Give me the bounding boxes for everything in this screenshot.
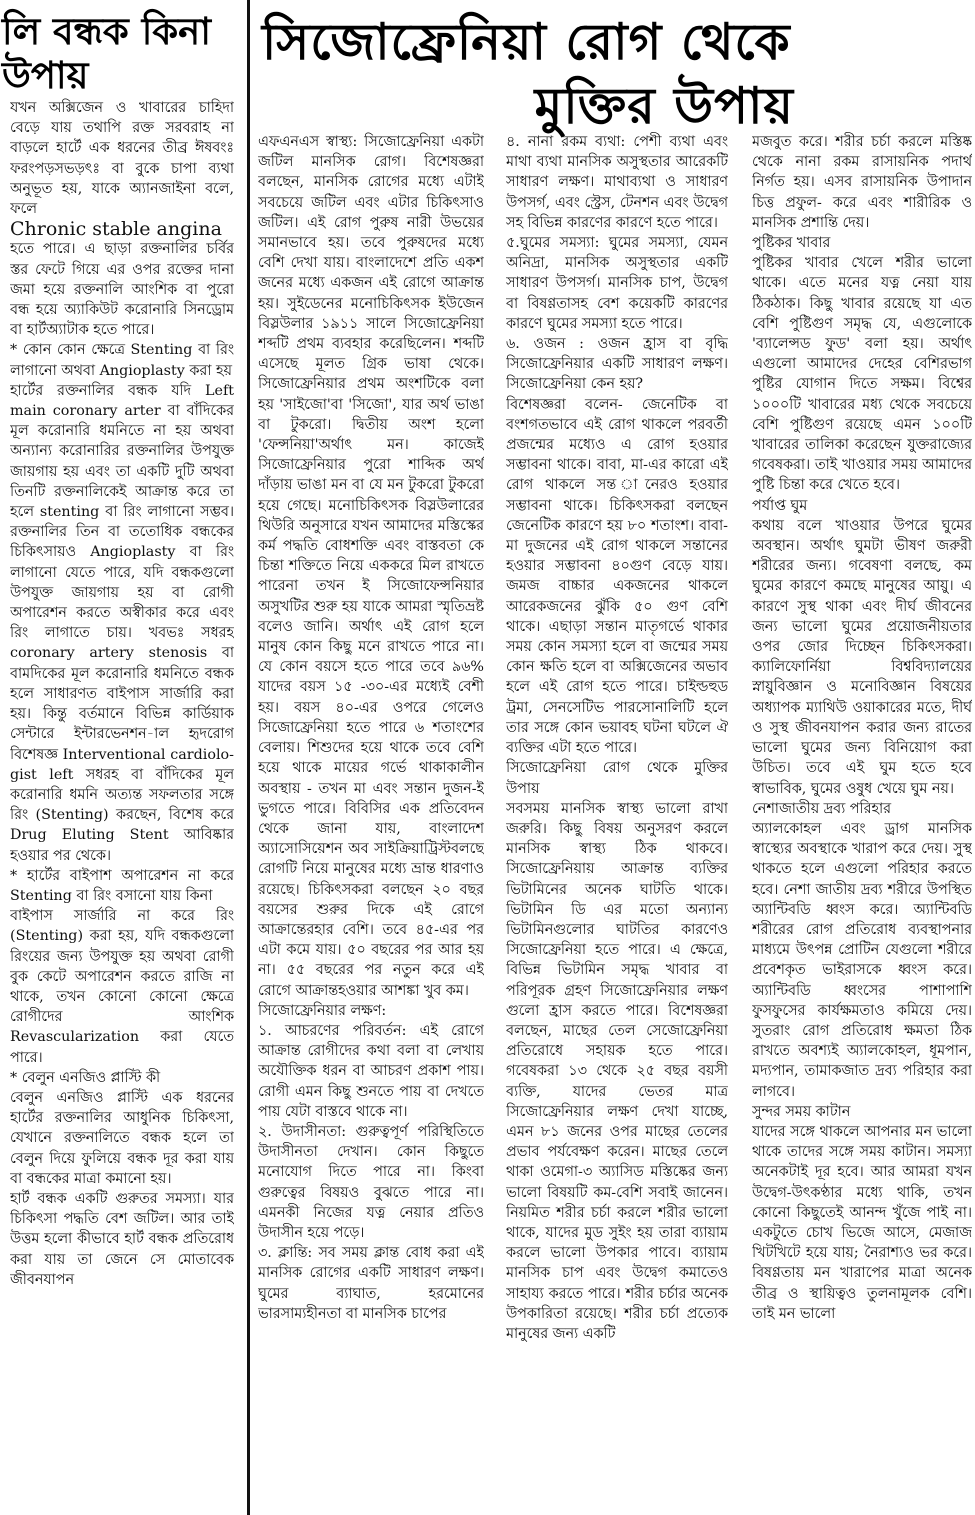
paragraph: বাইপাস সার্জারি না করে রিং (Stenting) করা হয়, যদি বন্ধকগুলো রিংয়ের জন্য উপযুক্ত হয় অথবা রোগী বুক কেটে অপারেশন করতে রাজি না থাকে, তখন কোনো কোনো ক্ষেত্রে রোগীদের আংশিক Revascularization করা যেতে পারে। [10,908,234,1066]
paragraph: ৩. ক্লান্তি: সব সময় ক্লান্ত বোধ করা এই মানসিক রোগের একটি সাধারণ লক্ষণ। ঘুমের ব্যাঘাত, হরমোনের ভারসাম্যহীনতা বা মানসিক চাপের [258,1245,484,1322]
paragraph: হতে পারে। এ ছাড়া রক্তনালির চর্বির স্তর ফেটে গিয়ে এর ওপর রক্তের দানা জমা হয়ে রক্তনালি আংশিক বা পুরো বন্ধ হয়ে অ্যাকিউট করোনারি সিনড্রোম বা হার্টঅ্যাটাক হতে পারে। [10,241,234,339]
paragraph: যাদের সঙ্গে থাকলে আপনার মন ভালো থাকে তাদের সঙ্গে সময় কাটান। সমস্যা অনেকটাই দূর হবে। আর আমরা যখন উদ্বেগ-উৎকণ্ঠার মধ্যে থাকি, তখন কোনো কিছুতেই আনন্দ খুঁজে পাই না। একটুতে চোখ ভিজে আসে, মেজাজ খিটখিটে হয়ে যায়; নৈরাশ্যও ভর করে। বিষণ্ণতায় মন খারাপের মাত্রা অনেক তীব্র ও স্থায়িত্বও তুলনামূলক বেশি। তাই মন ভালো [752,1123,972,1322]
article-column-1 [258,132,484,1515]
paragraph: ৫.ঘুমের সমস্যা: ঘুমের সমস্যা, যেমন অনিদ্রা, মানসিক অসুস্থতার একটি সাধারণ উপসর্গ। মানসিক চাপ, উদ্বেগ বা বিষণ্ণতাসহ বেশ কয়েকটি কারণের কারণে ঘুমের সমস্যা হতে পারে। [506,235,728,332]
article-column-left [10,98,234,1515]
paragraph: অ্যালকোহল এবং ড্রাগ মানসিক স্বাস্থ্যের অবস্থাকে খারাপ করে দেয়। সুস্থ থাকতে হলে এগুলো পরিহার করতে হবে। নেশা জাতীয় দ্রব্য শরীরে উপস্থিত অ্যান্টিবডি ধ্বংস করে। অ্যান্টিবডি শরীরের রোগ প্রতিরোধ ব্যবস্থাপনার মাধ্যমে উৎপন্ন প্রোটিন যেগুলো শরীরে প্রবেশকৃত ভাইরাসকে ধ্বংস করে। অ্যান্টিবডি ধ্বংসের পাশাপাশি ফুসফুসের কার্যক্ষমতাও কমিয়ে দেয়। সুতরাং রোগ প্রতিরোধ ক্ষমতা ঠিক রাখতে অবশ্যই অ্যালকোহল, ধূমপান, মদ্যপান, তামাকজাত দ্রব্য পরিহার করা লাগবে। [752,820,972,1100]
article-column-2 [506,132,728,1515]
subheading: সিজোফ্রেনিয়া রোগ থেকে মুক্তির উপায় [506,760,728,797]
paragraph: Chronic stable angina [10,218,222,241]
paragraph: যখন অক্সিজেন ও খাবারের চাহিদা বেড়ে যায় তথাপি রক্ত সরবরাহ না বাড়লে হার্টে এক ধরনের তীব্র ঈষবংঃ ফরংপড়সভড়ৎঃ বা বুকে চাপা ব্যথা অনুভূত হয়, যাকে অ্যানজাইনা বলে, ফলে [10,100,234,218]
paragraph: পুষ্টিকর খাবার খেলে শরীর ভালো থাকে। এতে মনের যত্ন নেয়া যায় ঠিকঠাক। কিছু খাবার রয়েছে যা এত বেশি পুষ্টিগুণ সমৃদ্ধ যে, এগুলোকে 'ব্যালেন্সড ফুড' বলা হয়। অর্থাৎ এগুলো আমাদের দেহের বেশিরভাগ পুষ্টির যোগান দিতে সক্ষম। বিশ্বের ১০০০টি খাবারের মধ্য থেকে সবচেয়ে বেশি পুষ্টিগুণ রয়েছে এমন ১০০টি খাবারের তালিকা করেছেন যুক্তরাজ্যের গবেষকরা। তাই খাওয়ার সময় আমাদের পুষ্টি চিন্তা করে খেতে হবে। [752,255,972,494]
article-column-3 [752,132,972,1515]
subheading: পুষ্টিকর খাবার [752,235,831,252]
paragraph: ৪. নানা রকম ব্যথা: পেশী ব্যথা এবং মাথা ব্যথা মানসিক অসুস্থতার আরেকটি সাধারণ লক্ষণ। মাথাব্যথা ও সাধারণ উপসর্গ, এবং স্ট্রেস, টেনশন এবং উদ্বেগ সহ বিভিন্ন কারণের কারণে হতে পারে। [506,134,728,231]
paragraph: সবসময় মানসিক স্বাস্থ্য ভালো রাখা জরুরি। কিছু বিষয় অনুসরণ করলে মানসিক স্বাস্থ্য ঠিক থাকবে। সিজোফ্রেনিয়ায় আক্রান্ত ব্যক্তির ভিটামিনের অনেক ঘাটতি থাকে। ভিটামিন ডি এর মতো অন্যান্য ভিটামিনগুলোর ঘাটতির কারণেও সিজোফ্রেনিয়া হতে পারে। এ ক্ষেত্রে, বিভিন্ন ভিটামিন সমৃদ্ধ খাবার বা পরিপূরক গ্রহণ সিজোফ্রেনিয়ার লক্ষণ গুলো হ্রাস করতে পারে। বিশেষজ্ঞরা বলছেন, মাছের তেল সেজোফ্রেনিয়া প্রতিরোধে সহায়ক হতে পারে। গবেষকরা ১৩ থেকে ২৫ বছর বয়সী ব্যক্তি, যাদের ভেতর মাত্র সিজোফ্রেনিয়ার লক্ষণ দেখা যাচ্ছে, এমন ৮১ জনের ওপর মাছের তেলের প্রভাব পর্যবেক্ষণ করেন। মাছের তেলে থাকা ওমেগা-৩ অ্যাসিড মস্তিষ্কের জন্য ভালো বিষয়টি কম-বেশি সবাই জানেন। নিয়মিত শরীর চর্চা করলে শরীর ভালো থাকে, যাদের মুড সুইং হয় তারা ব্যায়াম করলে ভালো উপকার পাবে। ব্যায়াম মানসিক চাপ এবং উদ্বেগ কমাতেও সাহায্য করতে পারে। শরীর চর্চার অনেক উপকারিতা রয়েছে। শরীর চর্চা প্রত্যেক মানুষের জন্য একটি [506,800,728,1342]
paragraph: কথায় বলে খাওয়ার উপরে ঘুমের অবস্থান। অর্থাৎ ঘুমটা ভীষণ জরুরী শরীরের জন্য। গবেষণা বলছে, কম ঘুমের কারণে কমছে মানুষের আয়ু। এ কারণে সুস্থ থাকা এবং দীর্ঘ জীবনের জন্য ভালো ঘুমের প্রয়োজনীয়তার ওপর জোর দিচ্ছেন চিকিৎসকরা। ক্যালিফোর্নিয়া বিশ্ববিদ্যালয়ের স্নায়ুবিজ্ঞান ও মনোবিজ্ঞান বিষয়ের অধ্যাপক ম্যাথিউ ওয়াকারের মতে, দীর্ঘ ও সুস্থ জীবনযাপন করার জন্য রাতের ভালো ঘুমের জন্য বিনিয়োগ করা উচিত। তবে এই ঘুম হতে হবে স্বাভাবিক, ঘুমের ওষুধ খেয়ে ঘুম নয়। [752,517,972,797]
subheading: সিজোফ্রেনিয়ার লক্ষণ: [258,1002,387,1019]
paragraph: ২. উদাসীনতা: গুরুত্বপূর্ণ পরিস্থিতিতে উদাসীনতা দেখান। কোন কিছুতে মনোযোগ দিতে পারে না। কিংবা গুরুত্বের বিষয়ও বুঝতে পারে না। এমনকী নিজের যত্ন নেয়ার প্রতিও উদাসীন হয়ে পড়ে। [258,1123,484,1241]
subheading: * কোন কোন ক্ষেত্রে Stenting বা রিং লাগানো অথবা Angioplasty করা হয় [10,342,234,379]
subheading: সুন্দর সময় কাটান [752,1103,851,1120]
subheading: * বেলুন এনজিও প্লাস্টি কী [10,1069,161,1086]
column-divider [247,0,250,1515]
paragraph: ১. আচরণের পরিবর্তন: এই রোগে আক্রান্ত রোগীদের কথা বলা বা লেখায় অযৌক্তিক ধরন বা আচরণ প্রকাশ পায়। রোগী এমন কিছু শুনতে পায় বা দেখতে পায় যেটা বাস্তবে থাকে না। [258,1022,484,1120]
paragraph: বিশেষজ্ঞরা বলেন- জেনেটিক বা বংশগতভাবে এই রোগ থাকলে পরবর্তী প্রজন্মের মধ্যেও এ রোগ হওয়ার সম্ভাবনা থাকে। বাবা, মা-এর কারো এই রোগ থাকলে সন্ত ানেরও হওয়ার সম্ভাবনা থাকে। চিকিৎসকরা বলছেন জেনেটিক কারণে হয় ৮০ শতাংশ। বাবা- মা দুজনের এই রোগ থাকলে সন্তানের হওয়ার সম্ভাবনা ৪০গুণ বেড়ে যায়। জমজ বাচ্চার একজনের থাকলে আরেকজনের ঝুঁকি ৫০ গুণ বেশি থাকে। এছাড়া সন্তান মাতৃগর্ভে থাকার সময় কোন সমস্যা হলে বা জন্মের সময় কোন ক্ষতি হলে বা অক্সিজেনের অভাব হলে এই রোগ হতে পারে। চাইল্ডহুড ট্রমা, সেনসেটিভ পারসোনালিটি হলে তার সঙ্গে কোন ভয়াবহ ঘটনা ঘটলে ঐ ব্যক্তির এটা হতে পারে। [506,396,728,757]
paragraph: হার্টের রক্তনালির বন্ধক যদি Left main coronary arter বা বাঁদিকের মূল করোনারি ধমনিতে না হয় অথবা অন্যান্য করোনারির রক্তনালির উপযুক্ত জায়গায় হয় এবং তা একটি দুটি অথবা তিনটি রক্তনালিকেই আক্রান্ত করে তা হলে stenting বা রিং লাগানো সম্ভব। রক্তনালির তিন বা ততোধিক বন্ধকের চিকিৎসায়ও Angioplasty বা রিং লাগানো যেতে পারে, যদি বন্ধকগুলো উপযুক্ত জায়গায় হয় বা রোগী অপারেশন করতে অস্বীকার করে এবং রিং লাগাতে চায়। খবভঃ সধরহ coronary artery stenosis বা বামদিকের মূল করোনারি ধমনিতে বন্ধক হলে সাধারণত বাইপাস সার্জারি করা হয়। কিন্তু বর্তমানে বিভিন্ন কার্ডিয়াক সেন্টারে ইন্টারভেনশন-াল হৃদরোগ বিশেষজ্ঞ Interventional cardiolo-gist left সধরহ বা বাঁদিকের মূল করোনারি ধমনি অত্যন্ত সফলতার সঙ্গে রিং (Stenting) করছেন, বিশেষ করে Drug Eluting Stent আবিষ্কার হওয়ার পর থেকে। [10,382,234,864]
main-headline-line2: মুক্তির উপায় [534,77,794,135]
paragraph: হার্ট বন্ধক একটি গুরুতর সমস্যা। যার চিকিৎসা পদ্ধতি বেশ জটিল। আর তাই উত্তম হলো কীভাবে হার্ট বন্ধক প্রতিরোধ করা যায় তা জেনে সে মোতাবেক জীবনযাপন [10,1190,234,1288]
left-article-headline: লি বন্ধক কিনা উপায় [2,10,211,97]
paragraph: ৬. ওজন : ওজন হ্রাস বা বৃদ্ধি সিজোফ্রেনিয়ার একটি সাধারণ লক্ষণ। সিজোফ্রেনিয়া কেন হয়? [506,336,728,393]
main-headline [262,10,974,138]
subheading: * হার্টের বাইপাশ অপারেশন না করে Stenting বা রিং বসানো যায় কিনা [10,867,234,904]
subheading: পর্যাপ্ত ঘুম [752,497,808,514]
paragraph: বেলুন এনজিও প্লাস্টি এক ধরনের হার্টের রক্তনালির আধুনিক চিকিৎসা, যেখানে রক্তনালিতে বন্ধক হলে তা বেলুন দিয়ে ফুলিয়ে বন্ধক দূর করা যায় বা বন্ধকের মাত্রা কমানো হয়। [10,1089,234,1187]
paragraph: মজবুত করে। শরীর চর্চা করলে মস্তিষ্ক থেকে নানা রকম রাসায়নিক পদার্থ নির্গত হয়। এসব রাসায়নিক উপাদান চিত্ত প্রফুল- করে এবং শারীরিক ও মানসিক প্রশান্তি দেয়। [752,134,972,231]
main-headline-line1: সিজোফ্রেনিয়া রোগ থেকে [262,13,791,71]
paragraph: এফএনএস স্বাস্থ্য: সিজোফ্রেনিয়া একটা জটিল মানসিক রোগ। বিশেষজ্ঞরা বলছেন, মানসিক রোগের মধ্যে এটাই সবচেয়ে জটিল এবং এটার চিকিৎসাও জটিল। এই রোগ পুরুষ নারী উভয়ের সমানভাবে হয়। তবে পুরুষদের মধ্যে বেশি দেখা যায়। বাংলাদেশে প্রতি একশ জনের মধ্যে একজন এই রোগে আক্রান্ত হয়। সুইডেনের মনোচিকিৎসক ইউজেন বিস্লউলার ১৯১১ সালে সিজোফ্রেনিয়া শব্দটি প্রথম ব্যবহার করেছিলেন। শব্দটি এসেছে মূলত গ্রিক ভাষা থেকে। সিজোফ্রেনিয়ার প্রথম অংশটিকে বলা হয় 'সাইজো'বা 'সিজো', যার অর্থ ভাঙা বা টুকরো। দ্বিতীয় অংশ হলো 'ফেন্সনিয়া'অর্থাৎ মন। কাজেই সিজোফ্রেনিয়ার পুরো শাব্দিক অর্থ দাঁড়ায় ভাঙা মন বা যে মন টুকরো টুকরো হয়ে গেছে। মনোচিকিৎসক বিস্লউলারের থিউরি অনুসারে যখন আমাদের মস্তিস্কের কর্ম পদ্ধতি বোধশক্তি এবং বাস্তবতা কে চিন্তা শক্তিতে নিয়ে এককরে মিল রাখতে পারেনা তখন ই সিজোফেন্সনিয়ার অসুখটির শুরু হয় যাকে আমরা স্মৃতিভ্রষ্ট বলেও জানি। অর্থাৎ এই রোগ হলে মানুষ কোন কিছু মনে রাখতে পারে না। যে কোন বয়সে হতে পারে তবে ৯৬% যাদের বয়স ১৫ -৩০-এর মধ্যেই বেশী হয়। বয়স ৪০-এর ওপরে গেলেও সিজোফ্রেনিয়া হতে পারে ৬ শতাংশের বেলায়। শিশুদের হয়ে থাকে তবে বেশি হয়ে থাকে মায়ের গর্ভে থাকাকালীন অবস্থায় - তখন মা এবং সন্তান দুজন-ই ভুগতে পারে। বিবিসির এক প্রতিবেদন থেকে জানা যায়, বাংলাদেশ অ্যাসোসিয়েশন অব সাইক্রিয়াট্রিস্টবলছে রোগটি নিয়ে মানুষের মধ্যে ভ্রান্ত ধারণাও রয়েছে। চিকিৎসকরা বলছেন ২০ বছর বয়সের শুরুর দিকে এই রোগে আক্রান্তেরহার বেশি। তবে ৪৫-এর পর এটা কমে যায়। ৫০ বছরের পর আর হয় না। ৫৫ বছরের পর নতুন করে এই রোগে আক্রান্তহওয়ার আশঙ্কা খুব কম। [258,134,484,999]
subheading: নেশাজাতীয় দ্রব্য পরিহার [752,800,891,817]
